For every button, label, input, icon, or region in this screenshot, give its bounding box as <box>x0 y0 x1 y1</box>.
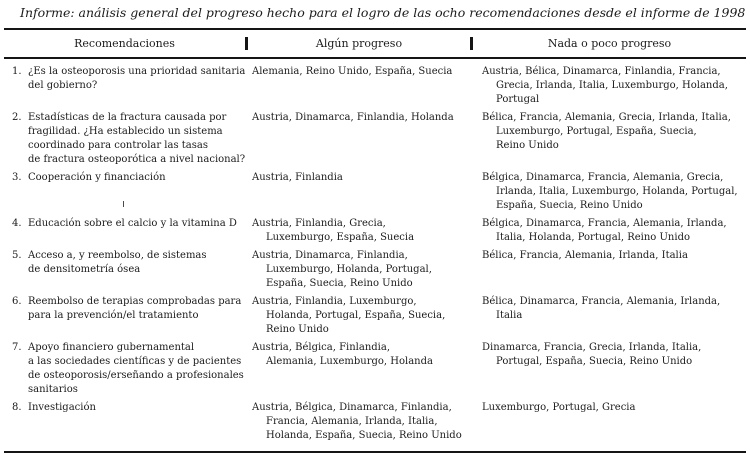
cell-recommendation <box>4 401 248 443</box>
some-progress-line: Austria, Finlandia, Grecia, <box>252 218 386 229</box>
no-progress-line: Italia <box>496 310 523 321</box>
recommendation-line: Acceso a, y reembolso, de sistemas <box>28 250 207 261</box>
recommendation-line: para la prevención/el tratamiento <box>28 310 199 321</box>
table-row <box>4 295 746 337</box>
row-number: 6. <box>12 296 22 307</box>
cell-no-progress <box>479 401 746 443</box>
recommendation-line: de osteoporosis/erseñando a profesionales <box>28 370 244 381</box>
some-progress-line: Holanda, Portugal, España, Suecia, <box>266 310 446 321</box>
recommendation-line: Reembolso de terapias comprobadas para <box>28 296 242 307</box>
no-progress-line: Italia, Holanda, Portugal, Reino Unido <box>496 232 690 243</box>
no-progress-line: Portugal <box>496 94 540 105</box>
some-progress-line: Alemania, Reino Unido, España, Suecia <box>252 66 453 77</box>
table-row <box>4 249 746 291</box>
recommendation-line: Cooperación y financiación <box>28 172 166 183</box>
row-number: 5. <box>12 250 22 261</box>
recommendation-line: coordinado para controlar las tasas <box>28 140 208 151</box>
recommendation-line: de fractura osteoporótica a nivel nacional? <box>28 154 246 165</box>
cell-no-progress <box>479 111 746 167</box>
cell-some-progress <box>248 341 479 397</box>
recommendation-text <box>28 295 248 337</box>
table-row <box>4 111 746 167</box>
no-progress-line: Dinamarca, Francia, Grecia, Irlanda, Italia, <box>482 342 702 353</box>
cell-no-progress <box>479 341 746 397</box>
recommendation-line: fragilidad. ¿Ha establecido un sistema <box>28 126 223 137</box>
cell-no-progress <box>479 217 746 245</box>
recommendation-text <box>28 171 248 213</box>
no-progress-line: Irlanda, Italia, Luxemburgo, Holanda, Portugal, <box>496 186 738 197</box>
some-progress-line: Austria, Finlandia <box>252 172 343 183</box>
recommendation-text <box>28 249 248 291</box>
recommendation-line: de densitometría ósea <box>28 264 141 275</box>
cell-some-progress <box>248 171 479 213</box>
recommendation-text <box>28 111 248 167</box>
recommendation-line: Apoyo financiero gubernamental <box>28 342 195 353</box>
cell-some-progress <box>248 401 479 443</box>
no-progress-line: Luxemburgo, Portugal, Grecia <box>482 402 636 413</box>
no-progress-line: Grecia, Irlanda, Italia, Luxemburgo, Holanda, <box>496 80 728 91</box>
stray-mark <box>123 201 124 207</box>
cell-recommendation <box>4 217 248 245</box>
table-row <box>4 217 746 245</box>
some-progress-line: España, Suecia, Reino Unido <box>266 278 413 289</box>
cell-recommendation <box>4 341 248 397</box>
row-number: 1. <box>12 66 22 77</box>
no-progress-line: España, Suecia, Reino Unido <box>496 200 643 211</box>
cell-recommendation <box>4 171 248 213</box>
no-progress-line: Bélgica, Dinamarca, Francia, Alemania, Grecia, <box>482 172 724 183</box>
no-progress-line: Bélgica, Dinamarca, Francia, Alemania, Irlanda, <box>482 218 727 229</box>
cell-recommendation <box>4 249 248 291</box>
header-algun-progreso: Algún progreso <box>245 37 470 50</box>
cell-some-progress <box>248 65 479 107</box>
recommendation-line: a las sociedades científicas y de pacientes <box>28 356 242 367</box>
recommendation-text <box>28 401 248 443</box>
some-progress-line: Austria, Dinamarca, Finlandia, Holanda <box>252 112 454 123</box>
header-recomendaciones: Recomendaciones <box>74 37 175 50</box>
recommendation-text <box>28 65 248 107</box>
row-number: 2. <box>12 112 22 123</box>
cell-no-progress <box>479 295 746 337</box>
recommendation-line: Educación sobre el calcio y la vitamina D <box>28 218 237 229</box>
cell-recommendation <box>4 295 248 337</box>
cell-some-progress <box>248 217 479 245</box>
some-progress-line: Holanda, España, Suecia, Reino Unido <box>266 430 462 441</box>
some-progress-line: Austria, Bélgica, Finlandia, <box>252 342 391 353</box>
header-nada-o-poco-progreso: Nada o poco progreso <box>470 37 746 50</box>
report-title: Informe: análisis general del progreso hecho para el logro de las ocho recomendaciones desde el informe de 1998 <box>20 5 746 20</box>
recommendation-line: sanitarios <box>28 384 78 395</box>
cell-some-progress <box>248 295 479 337</box>
no-progress-line: Austria, Bélica, Dinamarca, Finlandia, Francia, <box>482 66 721 77</box>
recommendation-line: Estadísticas de la fractura causada por <box>28 112 227 123</box>
table-row <box>4 341 746 397</box>
table-row <box>4 171 746 213</box>
some-progress-line: Luxemburgo, España, Suecia <box>266 232 415 243</box>
no-progress-line: Bélica, Francia, Alemania, Irlanda, Italia <box>482 250 688 261</box>
recommendation-line: ¿Es la osteoporosis una prioridad sanitaria <box>28 66 246 77</box>
table-body <box>4 59 746 451</box>
recommendation-text <box>28 217 248 245</box>
no-progress-line: Luxemburgo, Portugal, España, Suecia, <box>496 126 697 137</box>
cell-recommendation <box>4 111 248 167</box>
cell-some-progress <box>248 249 479 291</box>
row-number: 4. <box>12 218 22 229</box>
cell-no-progress <box>479 171 746 213</box>
table-row <box>4 65 746 107</box>
cell-some-progress <box>248 111 479 167</box>
no-progress-line: Bélica, Francia, Alemania, Grecia, Irlanda, Italia, <box>482 112 731 123</box>
some-progress-line: Austria, Finlandia, Luxemburgo, <box>252 296 417 307</box>
recommendation-text <box>28 341 248 397</box>
progress-table <box>4 28 746 453</box>
recommendation-line: Investigación <box>28 402 96 413</box>
some-progress-line: Reino Unido <box>266 324 329 335</box>
row-number: 8. <box>12 402 22 413</box>
some-progress-line: Austria, Dinamarca, Finlandia, <box>252 250 408 261</box>
recommendation-line: del gobierno? <box>28 80 98 91</box>
cell-no-progress <box>479 65 746 107</box>
some-progress-line: Alemania, Luxemburgo, Holanda <box>266 356 433 367</box>
no-progress-line: Bélica, Dinamarca, Francia, Alemania, Irlanda, <box>482 296 721 307</box>
row-number: 3. <box>12 172 22 183</box>
cell-recommendation <box>4 65 248 107</box>
table-header-row <box>4 30 746 59</box>
no-progress-line: Portugal, España, Suecia, Reino Unido <box>496 356 693 367</box>
some-progress-line: Francia, Alemania, Irlanda, Italia, <box>266 416 438 427</box>
table-row <box>4 401 746 443</box>
cell-no-progress <box>479 249 746 291</box>
some-progress-line: Austria, Bélgica, Dinamarca, Finlandia, <box>252 402 452 413</box>
row-number: 7. <box>12 342 22 353</box>
some-progress-line: Luxemburgo, Holanda, Portugal, <box>266 264 432 275</box>
no-progress-line: Reino Unido <box>496 140 559 151</box>
